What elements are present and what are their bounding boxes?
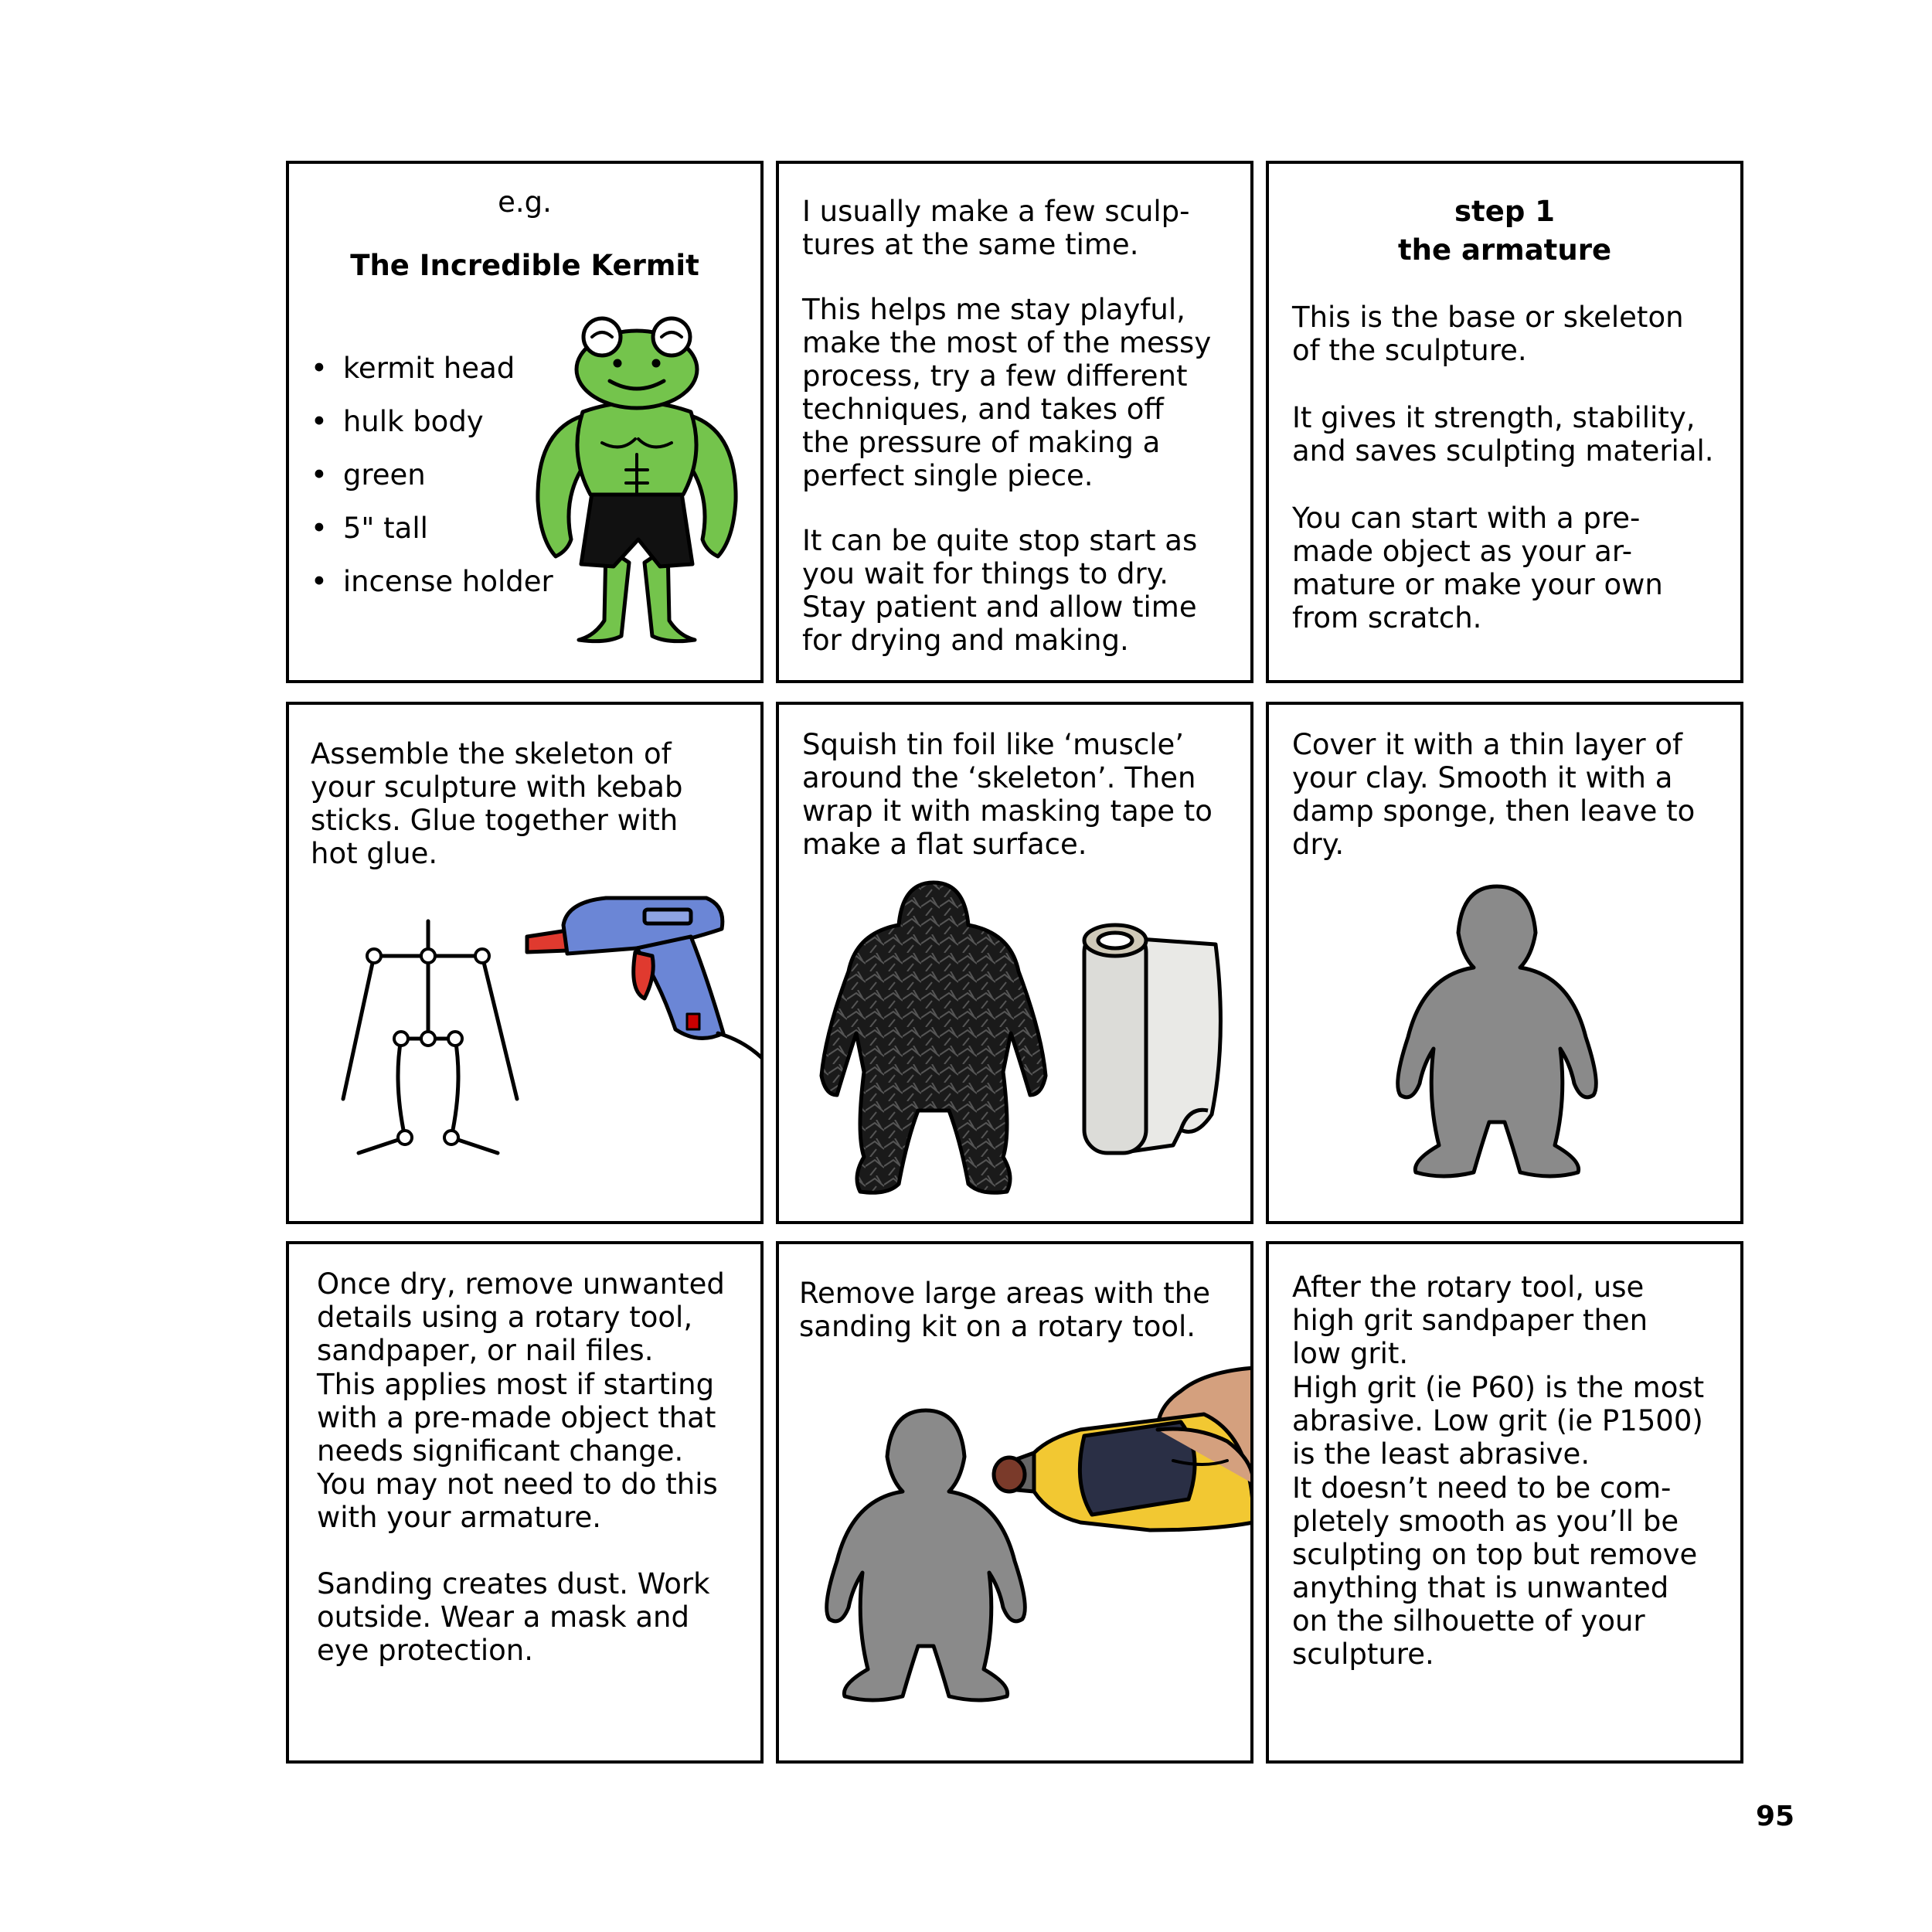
armature-paragraph-2: It gives it strength, stability, and saves sculpting material. [1292,401,1714,468]
intro-paragraph-3: It can be quite stop start as you wait for things to dry. Stay patient and allow time for drying and making. [802,524,1198,657]
feature-list [311,342,553,608]
skeleton-instructions: Assemble the skeleton of your sculpture with kebab sticks. Glue together with hot glue. [311,737,683,870]
step-heading: the armature [1397,233,1612,267]
stick-skeleton-icon [320,913,536,1192]
rotary-tool-in-hand-icon [949,1368,1253,1615]
sculpture-title: The Incredible Kermit [350,249,699,282]
armature-paragraph-3: You can start with a pre- made object as your ar- mature or make your own from scratch. [1292,502,1663,634]
panel-assemble-skeleton [286,702,764,1224]
kermit-hulk-figure-icon [521,315,753,655]
clay-silhouette-icon [1381,883,1613,1199]
clay-instructions: Cover it with a thin layer of your clay. Smooth it with a damp sponge, then leave to dry. [1292,728,1696,861]
panel-rotary-sanding [776,1241,1253,1764]
list-item: • green [311,448,553,502]
list-item: • 5" tall [311,502,553,555]
step-label: step 1 [1454,195,1555,228]
remove-paragraph-2: This applies most if starting with a pre-made object that needs significant change. You may not need to do this with your armature. [317,1368,718,1534]
intro-paragraph-2: This helps me stay playful, make the most of the messy process, try a few different techniques, and takes off the pressure of making a perfect single piece. [802,293,1212,492]
panel-sandpaper [1266,1241,1743,1764]
panel-remove-details [286,1241,764,1764]
panel-intro-multiple-sculptures [776,161,1253,683]
sandpaper-paragraph-1: After the rotary tool, use high grit sandpaper then low grit. [1292,1270,1648,1370]
panel-example-kermit [286,161,764,683]
page-number: 95 [1756,1801,1795,1832]
eg-label: e.g. [498,185,552,219]
tin-foil-figure-icon [810,879,1057,1203]
masking-tape-roll-icon [1073,913,1235,1168]
list-item: • kermit head [311,342,553,395]
intro-paragraph-1: I usually make a few sculp- tures at the same time. [802,195,1190,261]
armature-paragraph-1: This is the base or skeleton of the sculpture. [1292,301,1684,367]
hot-glue-gun-icon [521,883,764,1068]
panel-step1-armature [1266,161,1743,683]
remove-paragraph-3: Sanding creates dust. Work outside. Wear a mask and eye protection. [317,1567,710,1667]
panel-clay-layer [1266,702,1743,1224]
tin-foil-instructions: Squish tin foil like ‘muscle’ around the ‘skeleton’. Then wrap it with masking tape to make a flat surface. [802,728,1213,861]
sandpaper-paragraph-3: It doesn’t need to be com- pletely smooth as you’ll be sculpting on top but remove anything that is unwanted on the silhouette of your sculpture. [1292,1471,1698,1671]
list-item: • hulk body [311,395,553,448]
remove-paragraph-1: Once dry, remove unwanted details using a rotary tool, sandpaper, or nail files. [317,1267,725,1367]
list-item: • incense holder [311,555,553,608]
rotary-instructions: Remove large areas with the sanding kit on a rotary tool. [799,1277,1210,1343]
sandpaper-paragraph-2: High grit (ie P60) is the most abrasive. Low grit (ie P1500) is the least abrasive. [1292,1371,1705,1471]
panel-tin-foil [776,702,1253,1224]
